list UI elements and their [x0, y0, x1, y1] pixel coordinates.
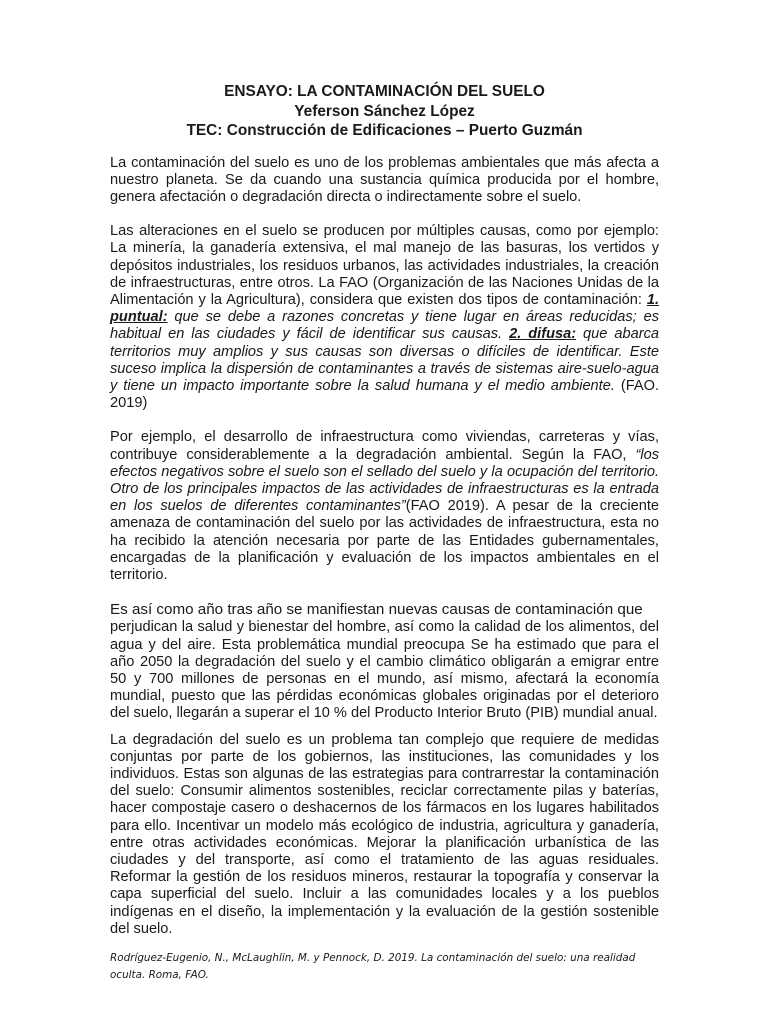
puntual-text: que se debe a razones concretas y tiene lugar en áreas reducidas; es habitual en las ciudades y fácil de identificar sus causas.: [110, 309, 659, 343]
puntual-label: 1. puntual:: [110, 291, 659, 326]
essay-title: ENSAYO: LA CONTAMINACIÓN DEL SUELO: [224, 83, 545, 100]
author-name: Yeferson Sánchez López: [294, 102, 475, 120]
footer-reference: Rodríguez-Eugenio, N., McLaughlin, M. y Pennock, D. 2019. La contaminación del suelo: una realidad oculta. Roma, FAO.: [110, 952, 636, 981]
consequences-text: perjudican la salud y bienestar del hombre, así como la calidad de los alimentos, del agua y del aire. Esta problemática mundial preocupa Se ha estimado que para el año 2050 la degradación del suelo y el cambio climático obligarán a emigrar entre 50 y 700 millones de personas en el mundo, así mismo, afectará la economía mundial, puesto que las pérdidas económicas globales originadas por el deterioro del suelo, llegarán a superar el 10 % del Producto Interior Bruto (PIB) mundial anual.: [110, 619, 659, 722]
paragraph-intro: La contaminación del suelo es uno de los problemas ambientales que más afecta a nuestro planeta. Se da cuando una sustancia química producida por el hombre, genera afectación o degradación directa o indirectamente sobre el suelo.: [110, 154, 659, 205]
infrastructure-rest: (FAO 2019). A pesar de la creciente amenaza de contaminación del suelo por las actividades de infraestructura, esta no ha recibido la atención necesaria por parte de las Entidades gubernamentales, encargadas de la planificación y evaluación de los impactos ambientales en el territorio.: [110, 498, 659, 583]
paragraph-strategies: La degradación del suelo es un problema tan complejo que requiere de medidas conjuntas por parte de los gobiernos, las instituciones, las comunidades y los individuos. Estas son algunas de las estrategias para contrarrestar la contaminación del suelo: Consumir alimentos sostenibles, reciclar correctamente pilas y baterías, hacer compostaje casero o deshacernos de los fármacos en los lugares habilitados para ello. Incentivar un modelo más ecológico de industria, agricultura y ganadería, entre otras actividades económicas. Mejorar la planificación urbanística de las ciudades y del transporte, así como el tratamiento de las aguas residuales. Reformar la gestión de los residuos mineros, restaurar la topografía y conservar la capa superficial del suelo. Incluir a las comunidades locales y a los pueblos indígenas en el diseño, la implementación y la evaluación de la gestión sostenible del suelo.: [110, 731, 659, 937]
difusa-label: 2. difusa:: [509, 326, 577, 343]
paragraph-infrastructure: [110, 429, 659, 584]
infrastructure-intro: Por ejemplo, el desarrollo de infraestructura como viviendas, carreteras y vías, contribuye considerablemente a la degradación ambiental. Según la FAO,: [110, 429, 659, 463]
institution-line: TEC: Construcción de Edificaciones – Puerto Guzmán: [186, 122, 583, 139]
paragraph-consequences: [110, 601, 659, 722]
causes-text: Las alteraciones en el suelo se producen por múltiples causas, como por ejemplo: La minería, la ganadería extensiva, el mal manejo de las basuras, los vertidos y depósitos industriales, los residuos urbanos, las actividades industriales, la creación de infraestructuras, entre otros. La FAO (Organización de las Naciones Unidas de la Alimentación y la Agricultura), considera que existen dos tipos de contaminación:: [110, 223, 659, 308]
difusa-text: que abarca territorios muy amplios y sus causas son diversas o difíciles de identificar. Este suceso implica la dispersión de contaminantes a través de sistemas aire-suelo-agua y tiene un impacto importante sobre la salud humana y el medio ambiente.: [110, 326, 659, 394]
fao-quote: “los efectos negativos sobre el suelo son el sellado del suelo y la ocupación del territorio. Otro de los principales impactos de las actividades de infraestructuras es la entrada en los suelos de diferentes contaminantes”: [110, 446, 659, 515]
document-header: [110, 82, 659, 141]
consequences-first-line: Es así como año tras año se manifiestan nuevas causas de contaminación que: [110, 601, 643, 619]
causes-citation: (FAO. 2019): [110, 377, 659, 412]
paragraph-causes: [110, 223, 659, 412]
